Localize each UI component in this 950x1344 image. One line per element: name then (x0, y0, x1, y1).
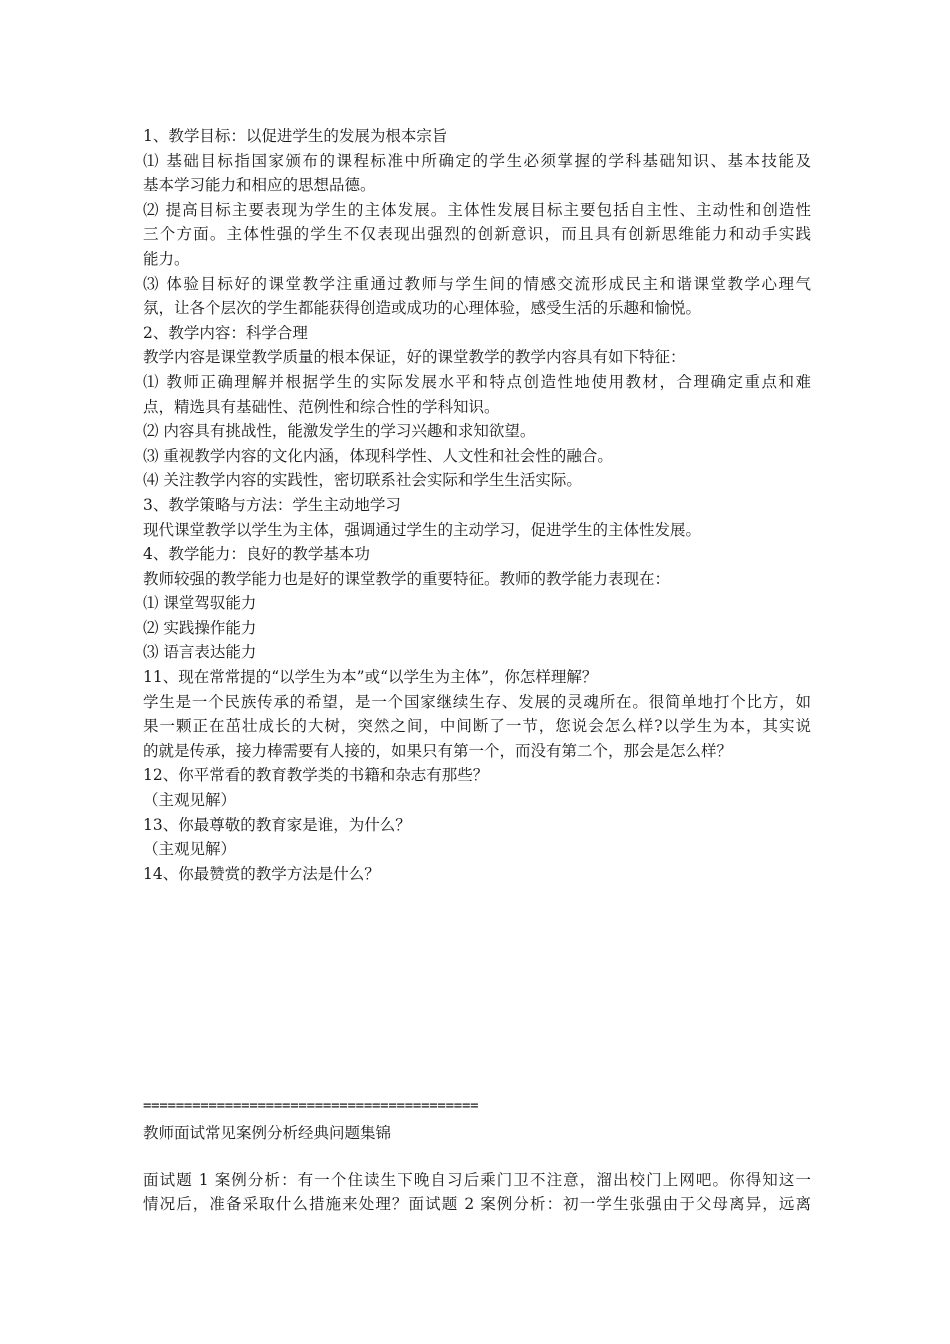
text-line: 学生是一个民族传承的希望，是一个国家继续生存、发展的灵魂所在。很简单地打个比方，如 (143, 692, 811, 711)
text-line: ⑷ 关注教学内容的实践性，密切联系社会实际和学生生活实际。 (143, 471, 582, 490)
text-line: 氛，让各个层次的学生都能获得创造或成功的心理体验，感受生活的乐趣和愉悦。 (143, 299, 702, 318)
text-line: ⑵ 提高目标主要表现为学生的主体发展。主体性发展目标主要包括自主性、主动性和创造性 (143, 200, 811, 219)
text-line: ⑵ 内容具有挑战性，能激发学生的学习兴趣和求知欲望。 (143, 422, 536, 441)
question-line: 13、你最尊敬的教育家是谁，为什么？ (143, 815, 411, 834)
text-line: ⑴ 基础目标指国家颁布的课程标准中所确定的学生必须掌握的学科基础知识、基本技能及 (143, 151, 811, 170)
text-line: ⑶ 重视教学内容的文化内涵，体现科学性、人文性和社会性的融合。 (143, 446, 613, 465)
document-lower-section (143, 1095, 811, 1217)
question-line: 14、你最赞赏的教学方法是什么？ (143, 864, 380, 883)
text-line: ⑴ 课堂驾驭能力 (143, 594, 257, 613)
text-line: （主观见解） (143, 840, 237, 859)
text-line: ⑴ 教师正确理解并根据学生的实际发展水平和特点创造性地使用教材，合理确定重点和难 (143, 372, 811, 391)
text-line: 能力。 (143, 249, 190, 268)
document-body (143, 124, 811, 886)
question-line: 12、你平常看的教育教学类的书籍和杂志有那些？ (143, 766, 489, 785)
text-line: 基本学习能力和相应的思想品德。 (143, 176, 376, 195)
text-line: 1、教学目标：以促进学生的发展为根本宗旨 (143, 127, 448, 145)
text-line: 果一颗正在茁壮成长的大树，突然之间，中间断了一节，您说会怎么样?以学生为本，其实说 (143, 717, 811, 736)
section-heading: 3、教学策略与方法：学生主动地学习 (143, 495, 401, 514)
text-line: 情况后，准备采取什么措施来处理？面试题 2 案例分析：初一学生张强由于父母离异，远离 (143, 1195, 811, 1214)
text-line: 面试题 1 案例分析：有一个住读生下晚自习后乘门卫不注意，溜出校门上网吧。你得知这一 (143, 1170, 811, 1189)
question-line: 11、现在常常提的“以学生为本”或“以学生为主体”，你怎样理解？ (143, 668, 598, 687)
separator-line: ========================================= (143, 1098, 479, 1114)
text-line: 教师较强的教学能力也是好的课堂教学的重要特征。教师的教学能力表现在： (143, 569, 671, 588)
text-line: 点，精选具有基础性、范例性和综合性的学科知识。 (143, 397, 500, 416)
section-title: 教师面试常见案例分析经典问题集锦 (143, 1124, 392, 1142)
blank-line (143, 1146, 811, 1168)
text-line: 现代课堂教学以学生为主体，强调通过学生的主动学习，促进学生的主体性发展。 (143, 520, 702, 539)
text-line: 的就是传承，接力棒需要有人接的，如果只有第一个，而没有第二个，那会是怎么样？ (143, 741, 733, 760)
text-line: ⑶ 体验目标好的课堂教学注重通过教师与学生间的情感交流形成民主和谐课堂教学心理气 (143, 274, 811, 293)
section-heading: 4、教学能力：良好的教学基本功 (143, 545, 370, 564)
text-line: 教学内容是课堂教学质量的根本保证，好的课堂教学的教学内容具有如下特征： (143, 348, 686, 367)
text-line: 三个方面。主体性强的学生不仅表现出强烈的创新意识，而且具有创新思维能力和动手实践 (143, 225, 811, 244)
section-heading: 2、教学内容：科学合理 (143, 323, 308, 342)
text-line: ⑵ 实践操作能力 (143, 618, 257, 637)
text-line: ⑶ 语言表达能力 (143, 643, 257, 662)
text-line: （主观见解） (143, 791, 237, 810)
